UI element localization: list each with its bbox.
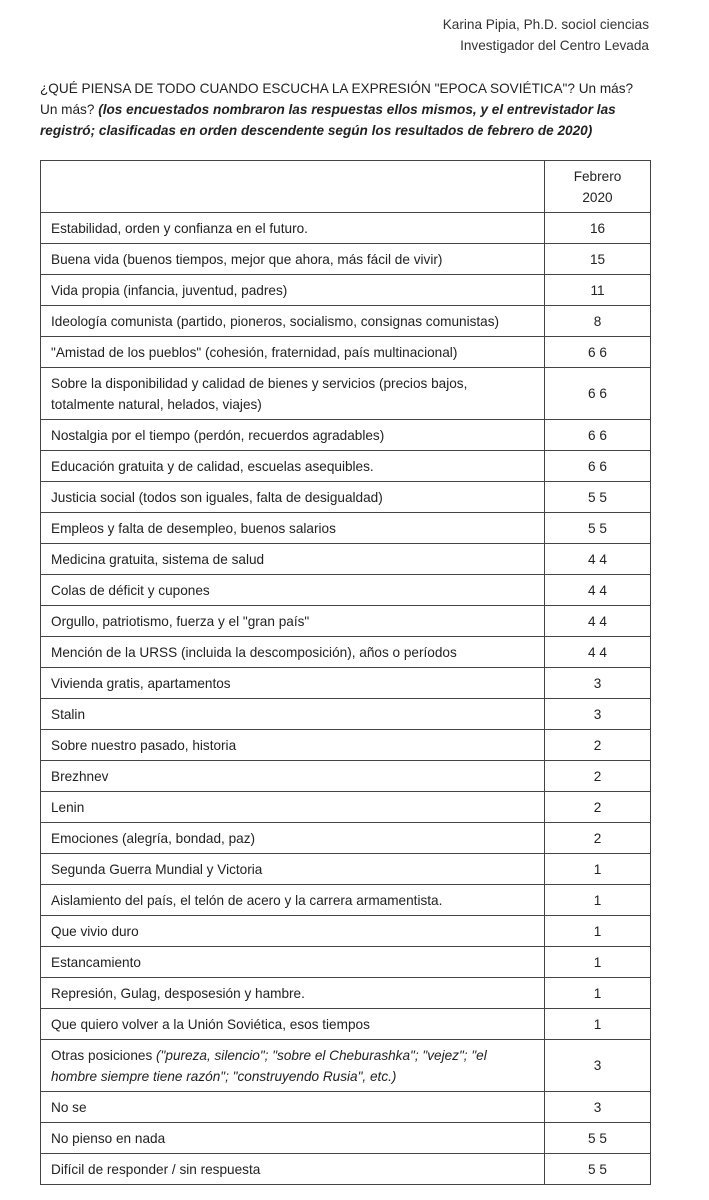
row-value: 1 bbox=[545, 1009, 651, 1040]
row-label: Vivienda gratis, apartamentos bbox=[41, 668, 545, 699]
row-label: Segunda Guerra Mundial y Victoria bbox=[41, 854, 545, 885]
table-row bbox=[41, 306, 651, 337]
table-row bbox=[41, 1123, 651, 1154]
table-row bbox=[41, 513, 651, 544]
header-february-2020 bbox=[545, 161, 651, 213]
table-row bbox=[41, 451, 651, 482]
row-label: Sobre la disponibilidad y calidad de bienes y servicios (precios bajos, totalmente natural, helados, viajes) bbox=[41, 368, 545, 420]
row-value: 6 6 bbox=[545, 337, 651, 368]
row-value: 1 bbox=[545, 978, 651, 1009]
row-label: Represión, Gulag, desposesión y hambre. bbox=[41, 978, 545, 1009]
row-value: 5 5 bbox=[545, 1123, 651, 1154]
row-label: Aislamiento del país, el telón de acero y la carrera armamentista. bbox=[41, 885, 545, 916]
row-value: 5 5 bbox=[545, 1154, 651, 1185]
row-value: 15 bbox=[545, 244, 651, 275]
row-value: 1 bbox=[545, 885, 651, 916]
row-value: 5 5 bbox=[545, 513, 651, 544]
row-value: 3 bbox=[545, 1092, 651, 1123]
row-label: Lenin bbox=[41, 792, 545, 823]
table-row bbox=[41, 1009, 651, 1040]
table-row bbox=[41, 637, 651, 668]
row-value: 1 bbox=[545, 916, 651, 947]
row-value: 3 bbox=[545, 1040, 651, 1092]
row-label: Que quiero volver a la Unión Soviética, esos tiempos bbox=[41, 1009, 545, 1040]
results-table bbox=[40, 160, 651, 1185]
row-value: 2 bbox=[545, 761, 651, 792]
table-row bbox=[41, 761, 651, 792]
table-row bbox=[41, 275, 651, 306]
other-examples: ("pureza, silencio"; "sobre el Cheburashka"; "vejez"; "el hombre siempre tiene razón"; "construyendo Rusia", etc.) bbox=[51, 1047, 487, 1084]
row-value: 16 bbox=[545, 213, 651, 244]
row-value: 4 4 bbox=[545, 606, 651, 637]
row-label: Nostalgia por el tiempo (perdón, recuerdos agradables) bbox=[41, 420, 545, 451]
question-text: ¿QUÉ PIENSA DE TODO CUANDO ESCUCHA LA EXPRESIÓN "EPOCA SOVIÉTICA"? Un más? Un más? bbox=[40, 81, 634, 117]
row-value: 8 bbox=[545, 306, 651, 337]
row-value: 2 bbox=[545, 823, 651, 854]
row-value: 4 4 bbox=[545, 575, 651, 606]
row-label: Educación gratuita y de calidad, escuelas asequibles. bbox=[41, 451, 545, 482]
row-label: Difícil de responder / sin respuesta bbox=[41, 1154, 545, 1185]
row-label: Empleos y falta de desempleo, buenos salarios bbox=[41, 513, 545, 544]
row-label: Emociones (alegría, bondad, paz) bbox=[41, 823, 545, 854]
header-year: 2020 bbox=[582, 189, 613, 205]
table-row bbox=[41, 1092, 651, 1123]
table-row bbox=[41, 978, 651, 1009]
table-row bbox=[41, 947, 651, 978]
row-label: Sobre nuestro pasado, historia bbox=[41, 730, 545, 761]
row-label: Orgullo, patriotismo, fuerza y el "gran país" bbox=[41, 606, 545, 637]
table-row bbox=[41, 854, 651, 885]
table-row bbox=[41, 606, 651, 637]
row-label-other bbox=[41, 1040, 545, 1092]
table-row bbox=[41, 668, 651, 699]
table-body bbox=[41, 213, 651, 1185]
row-value: 6 6 bbox=[545, 368, 651, 420]
table-row bbox=[41, 885, 651, 916]
row-label: No pienso en nada bbox=[41, 1123, 545, 1154]
row-value: 3 bbox=[545, 699, 651, 730]
row-value: 1 bbox=[545, 947, 651, 978]
row-value: 11 bbox=[545, 275, 651, 306]
author-block bbox=[443, 14, 649, 56]
row-value: 4 4 bbox=[545, 637, 651, 668]
table-row bbox=[41, 792, 651, 823]
row-value: 3 bbox=[545, 668, 651, 699]
row-value: 5 5 bbox=[545, 482, 651, 513]
table-row-other bbox=[41, 1040, 651, 1092]
row-label: Que vivio duro bbox=[41, 916, 545, 947]
table-row bbox=[41, 730, 651, 761]
table-row bbox=[41, 699, 651, 730]
row-label: "Amistad de los pueblos" (cohesión, fraternidad, país multinacional) bbox=[41, 337, 545, 368]
row-label: Estabilidad, orden y confianza en el futuro. bbox=[41, 213, 545, 244]
row-label: No se bbox=[41, 1092, 545, 1123]
row-label: Vida propia (infancia, juventud, padres) bbox=[41, 275, 545, 306]
table-header-row bbox=[41, 161, 651, 213]
other-label: Otras posiciones bbox=[51, 1047, 153, 1063]
table-row bbox=[41, 916, 651, 947]
table-row bbox=[41, 544, 651, 575]
table-row bbox=[41, 244, 651, 275]
row-value: 6 6 bbox=[545, 451, 651, 482]
row-label: Buena vida (buenos tiempos, mejor que ahora, más fácil de vivir) bbox=[41, 244, 545, 275]
row-value: 2 bbox=[545, 730, 651, 761]
table-row bbox=[41, 213, 651, 244]
row-label: Stalin bbox=[41, 699, 545, 730]
survey-question bbox=[40, 78, 649, 141]
row-label: Medicina gratuita, sistema de salud bbox=[41, 544, 545, 575]
question-note: (los encuestados nombraron las respuestas ellos mismos, y el entrevistador las registró; clasificadas en orden descendente según los resultados de febrero de 2020) bbox=[40, 102, 616, 138]
table-row bbox=[41, 337, 651, 368]
table-row bbox=[41, 368, 651, 420]
row-value: 4 4 bbox=[545, 544, 651, 575]
author-affiliation: Investigador del Centro Levada bbox=[460, 38, 649, 53]
header-blank-cell bbox=[41, 161, 545, 213]
header-month: Febrero bbox=[573, 168, 622, 184]
table-row bbox=[41, 575, 651, 606]
table-row bbox=[41, 420, 651, 451]
row-label: Estancamiento bbox=[41, 947, 545, 978]
table-row bbox=[41, 482, 651, 513]
table-row bbox=[41, 1154, 651, 1185]
row-value: 1 bbox=[545, 854, 651, 885]
row-label: Colas de déficit y cupones bbox=[41, 575, 545, 606]
author-name: Karina Pipia, Ph.D. sociol ciencias bbox=[442, 17, 649, 32]
row-value: 6 6 bbox=[545, 420, 651, 451]
row-label: Ideología comunista (partido, pioneros, socialismo, consignas comunistas) bbox=[41, 306, 545, 337]
table-row bbox=[41, 823, 651, 854]
row-label: Mención de la URSS (incluida la descomposición), años o períodos bbox=[41, 637, 545, 668]
row-label: Justicia social (todos son iguales, falta de desigualdad) bbox=[41, 482, 545, 513]
row-value: 2 bbox=[545, 792, 651, 823]
row-label: Brezhnev bbox=[41, 761, 545, 792]
